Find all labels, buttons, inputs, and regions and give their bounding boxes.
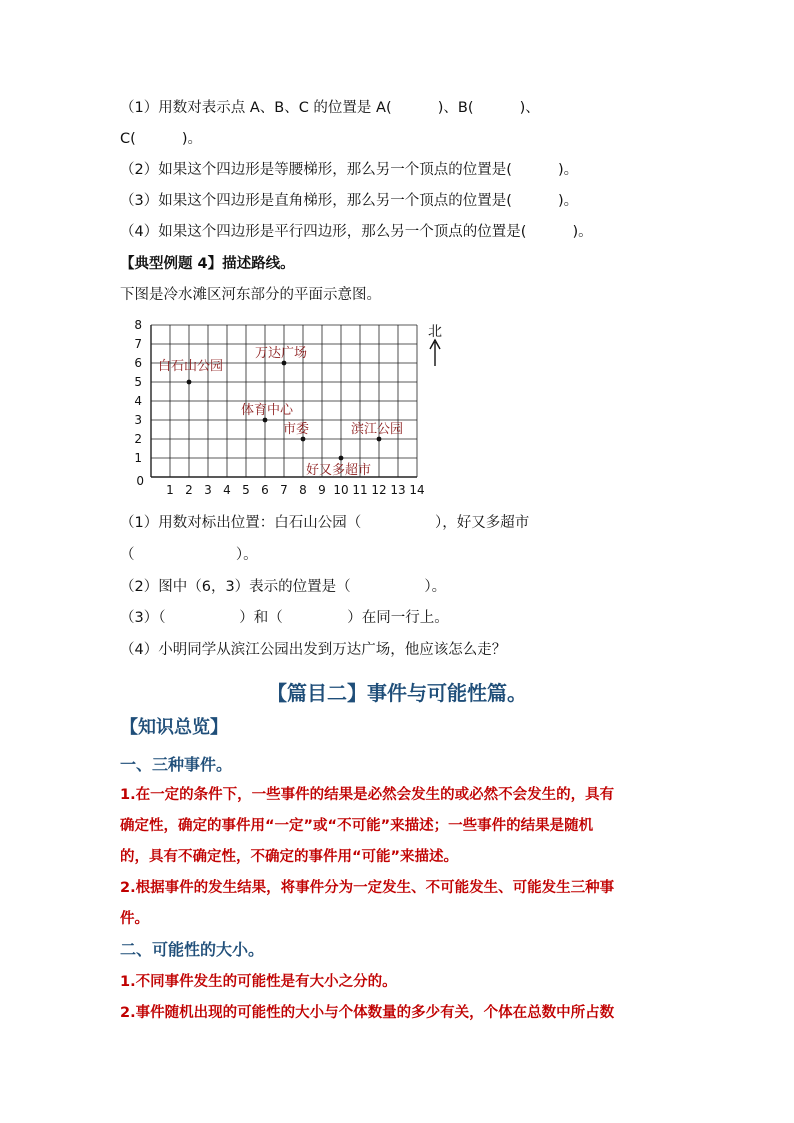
overview-heading: 【知识总览】 bbox=[120, 717, 228, 738]
point-label: 市委 bbox=[283, 422, 310, 437]
x-tick-label: 6 bbox=[261, 483, 269, 497]
y-tick-label: 7 bbox=[134, 337, 142, 351]
question-b1: （1）用数对标出位置：白石山公园（ ），好又多超市 bbox=[120, 515, 530, 531]
question-b4: （4）小明同学从滨江公园出发到万达广场，他应该怎么走？ bbox=[120, 642, 507, 658]
origin-label: 0 bbox=[136, 474, 144, 488]
point-marker bbox=[263, 418, 268, 423]
x-tick-label: 9 bbox=[318, 483, 326, 497]
question-b3: （3）（ ）和（ ）在同一行上。 bbox=[120, 610, 449, 626]
point-label: 好又多超市 bbox=[306, 463, 372, 478]
x-tick-label: 7 bbox=[280, 483, 288, 497]
y-tick-label: 4 bbox=[134, 394, 142, 408]
example-heading: 【典型例题 4】描述路线。 bbox=[120, 256, 295, 272]
question-b2: （2）图中（6，3）表示的位置是（ ）。 bbox=[120, 579, 447, 595]
point-marker bbox=[187, 380, 192, 385]
x-tick-label: 11 bbox=[352, 483, 368, 497]
red-line-2: 确定性，确定的事件用“一定”或“不可能”来描述；一些事件的结果是随机 bbox=[120, 818, 594, 834]
x-tick-label: 14 bbox=[409, 483, 425, 497]
point-marker bbox=[301, 437, 306, 442]
heading-three-events: 一、三种事件。 bbox=[120, 755, 233, 774]
question-a1: （1）用数对表示点 A、B、C 的位置是 A( )、B( )、 bbox=[120, 100, 540, 116]
y-tick-label: 5 bbox=[134, 375, 142, 389]
north-label: 北 bbox=[428, 324, 442, 340]
x-tick-label: 12 bbox=[371, 483, 387, 497]
point-label: 万达广场 bbox=[255, 346, 308, 361]
y-tick-label: 1 bbox=[134, 451, 142, 465]
x-tick-label: 10 bbox=[333, 483, 349, 497]
red-line-7: 2.事件随机出现的可能性的大小与个体数量的多少有关，个体在总数中所占数 bbox=[120, 1005, 615, 1021]
red-line-1: 1.在一定的条件下，一些事件的结果是必然会发生的或必然不会发生的，具有 bbox=[120, 787, 615, 803]
coordinate-map bbox=[0, 0, 794, 510]
x-tick-label: 2 bbox=[185, 483, 193, 497]
point-label: 滨江公园 bbox=[351, 422, 404, 437]
red-line-5: 件。 bbox=[120, 911, 149, 927]
point-marker bbox=[282, 361, 287, 366]
x-tick-label: 5 bbox=[242, 483, 250, 497]
question-a2: （2）如果这个四边形是等腰梯形，那么另一个顶点的位置是( )。 bbox=[120, 162, 579, 178]
point-label: 白石山公园 bbox=[158, 359, 224, 374]
heading-possibility: 二、可能性的大小。 bbox=[120, 940, 265, 959]
question-a1-cont: C( )。 bbox=[120, 131, 203, 147]
red-line-3: 的，具有不确定性，不确定的事件用“可能”来描述。 bbox=[120, 849, 459, 865]
question-b1-cont: （ ）。 bbox=[120, 547, 258, 563]
y-tick-label: 2 bbox=[134, 432, 142, 446]
red-line-4: 2.根据事件的发生结果，将事件分为一定发生、不可能发生、可能发生三种事 bbox=[120, 880, 615, 896]
x-tick-label: 4 bbox=[223, 483, 231, 497]
y-tick-label: 6 bbox=[134, 356, 142, 370]
example-intro: 下图是冷水滩区河东部分的平面示意图。 bbox=[120, 287, 381, 303]
x-tick-label: 13 bbox=[390, 483, 406, 497]
y-tick-label: 8 bbox=[134, 318, 142, 332]
section-title: 【篇目二】事件与可能性篇。 bbox=[267, 681, 527, 705]
question-a3: （3）如果这个四边形是直角梯形，那么另一个顶点的位置是( )。 bbox=[120, 193, 579, 209]
x-tick-label: 1 bbox=[166, 483, 174, 497]
x-tick-label: 3 bbox=[204, 483, 212, 497]
red-line-6: 1.不同事件发生的可能性是有大小之分的。 bbox=[120, 974, 397, 990]
x-tick-label: 8 bbox=[299, 483, 307, 497]
question-a4: （4）如果这个四边形是平行四边形，那么另一个顶点的位置是( )。 bbox=[120, 224, 593, 240]
point-label: 体育中心 bbox=[241, 403, 294, 418]
point-marker bbox=[339, 456, 344, 461]
point-marker bbox=[377, 437, 382, 442]
y-tick-label: 3 bbox=[134, 413, 142, 427]
